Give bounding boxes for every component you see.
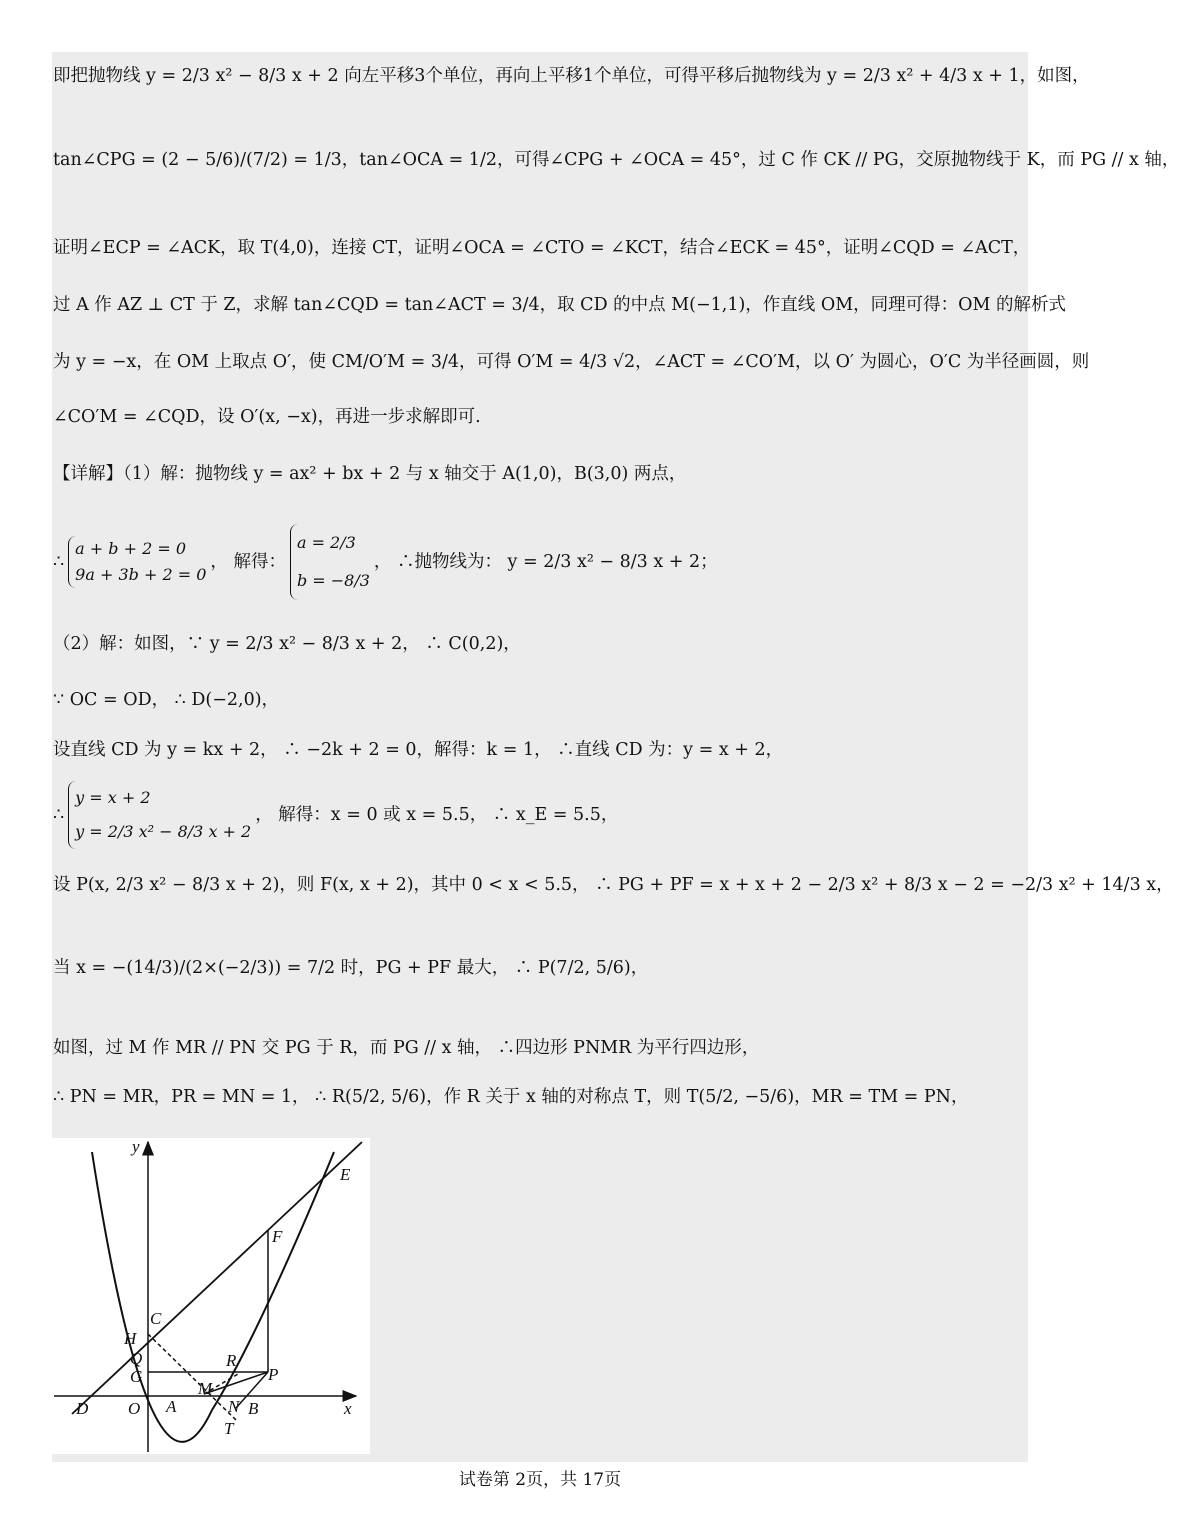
label-h: H xyxy=(124,1329,137,1348)
hint-line-1 xyxy=(53,66,1090,87)
label-p: P xyxy=(268,1365,279,1384)
label-c: C xyxy=(150,1309,162,1328)
dashed-ct xyxy=(148,1334,236,1420)
figure-svg xyxy=(52,1138,370,1454)
hint-line-3 xyxy=(53,238,1031,259)
label-m: M xyxy=(198,1379,213,1398)
label-t: T xyxy=(224,1419,234,1438)
mr-line xyxy=(53,1038,1028,1059)
p-line-text: 设 P(x, 2/3 x² − 8/3 x + 2)，则 F(x, x + 2)，其中 0 < x < 5.5， ∴ PG + PF = x + x + 2 − 2/3 x² + 8/3 x − 2 = −2/3 x² + 14/3 x， xyxy=(53,875,1174,895)
parabola-figure xyxy=(52,1138,370,1454)
equation-system-3 xyxy=(68,781,251,848)
pn-line xyxy=(53,1087,1028,1108)
label-y-axis: y xyxy=(132,1137,140,1156)
label-o: O xyxy=(128,1399,141,1418)
hint-line-4 xyxy=(53,295,1066,316)
page-number-text: 试卷第 2页，共 17页 xyxy=(458,1470,622,1490)
label-g: G xyxy=(130,1367,143,1386)
page-footer xyxy=(0,1465,1080,1490)
parabola-result: ， ∴抛物线为： y = 2/3 x² − 8/3 x + 2； xyxy=(373,551,718,572)
label-x-axis: x xyxy=(344,1399,352,1418)
system-2-eq-1: a = 2/3 xyxy=(296,532,356,552)
od-line xyxy=(53,690,1028,711)
hint-line-2 xyxy=(53,150,1179,171)
system-2-eq-2: b = −8/3 xyxy=(296,571,370,590)
line-dce xyxy=(72,1142,362,1414)
label-q: Q xyxy=(130,1349,143,1368)
part-2-text: （2）解：如图，∵ y = 2/3 x² − 8/3 x + 2， ∴ C(0,2)， xyxy=(53,634,521,654)
system-1-eq-1: a + b + 2 = 0 xyxy=(75,539,187,559)
hint-line-4-text: 过 A 作 AZ ⊥ CT 于 Z，求解 tan∠CQD = tan∠ACT = 3/4，取 CD 的中点 M(−1,1)，作直线 OM，同理可得：OM 的解析式 xyxy=(53,295,1066,315)
system-3-result: ， 解得：x = 0 或 x = 5.5， ∴ x_E = 5.5， xyxy=(255,804,619,825)
label-r: R xyxy=(226,1351,237,1370)
od-text: ∵ OC = OD， ∴ D(−2,0)， xyxy=(53,690,280,710)
hint-line-6 xyxy=(53,407,1028,428)
hint-line-5-text: 为 y = −x，在 OM 上取点 O′，使 CM/O′M = 3/4，可得 O′M = 4/3 √2，∠ACT = ∠CO′M，以 O′ 为圆心，O′C 为半径画圆，则 xyxy=(53,352,1090,372)
equation-system-2 xyxy=(290,524,370,601)
solve-label: ， 解得： xyxy=(210,551,286,572)
max-line xyxy=(53,958,1028,979)
system-3-line xyxy=(53,776,1028,854)
solution-heading xyxy=(53,464,1028,485)
label-n: N xyxy=(228,1397,240,1416)
hint-line-3-text: 证明∠ECP = ∠ACK，取 T(4,0)，连接 CT，证明∠OCA = ∠CTO = ∠KCT，结合∠ECK = 45°，证明∠CQD = ∠ACT， xyxy=(53,238,1031,258)
therefore-symbol-2: ∴ xyxy=(53,804,65,825)
label-e: E xyxy=(340,1165,351,1184)
max-line-text: 当 x = −(14/3)/(2×(−2/3)) = 7/2 时，PG + PF 最大， ∴ P(7/2, 5/6)， xyxy=(53,958,649,978)
label-b: B xyxy=(248,1399,259,1418)
hint-line-1-text: 即把抛物线 y = 2/3 x² − 8/3 x + 2 向左平移3个单位，再向上平移1个单位，可得平移后抛物线为 y = 2/3 x² + 4/3 x + 1，如图， xyxy=(53,66,1090,86)
system-1-eq-2: 9a + 3b + 2 = 0 xyxy=(75,565,207,584)
solution-heading-text: 【详解】（1）解：抛物线 y = ax² + bx + 2 与 x 轴交于 A(1,0)，B(3,0) 两点， xyxy=(53,464,687,484)
label-a: A xyxy=(166,1397,177,1416)
label-d: D xyxy=(76,1399,89,1418)
equation-system-1 xyxy=(68,536,206,587)
label-f: F xyxy=(272,1227,283,1246)
system-3-eq-2: y = 2/3 x² − 8/3 x + 2 xyxy=(75,822,252,841)
line-cd xyxy=(53,740,1028,761)
line-cd-text: 设直线 CD 为 y = kx + 2， ∴ −2k + 2 = 0，解得：k = 1， ∴直线 CD 为：y = x + 2， xyxy=(53,740,784,760)
mr-line-text: 如图，过 M 作 MR // PN 交 PG 于 R，而 PG // x 轴， ∴四边形 PNMR 为平行四边形， xyxy=(53,1038,760,1058)
hint-line-5 xyxy=(53,352,1090,373)
hint-line-2-text: tan∠CPG = (2 − 5/6)/(7/2) = 1/3，tan∠OCA = 1/2，可得∠CPG + ∠OCA = 45°，过 C 作 CK // PG，交原抛物线于 K，而 PG // x 轴， xyxy=(53,150,1179,170)
pn-line-text: ∴ PN = MR，PR = MN = 1， ∴ R(5/2, 5/6)，作 R 关于 x 轴的对称点 T，则 T(5/2, −5/6)，MR = TM = PN， xyxy=(53,1087,969,1107)
part-2-line xyxy=(53,634,1028,655)
system-1-line xyxy=(53,512,1028,612)
p-line xyxy=(53,875,1174,896)
system-3-eq-1: y = x + 2 xyxy=(75,788,151,808)
therefore-symbol: ∴ xyxy=(53,551,65,572)
hint-line-6-text: ∠CO′M = ∠CQD，设 O′(x, −x)，再进一步求解即可. xyxy=(53,407,481,427)
